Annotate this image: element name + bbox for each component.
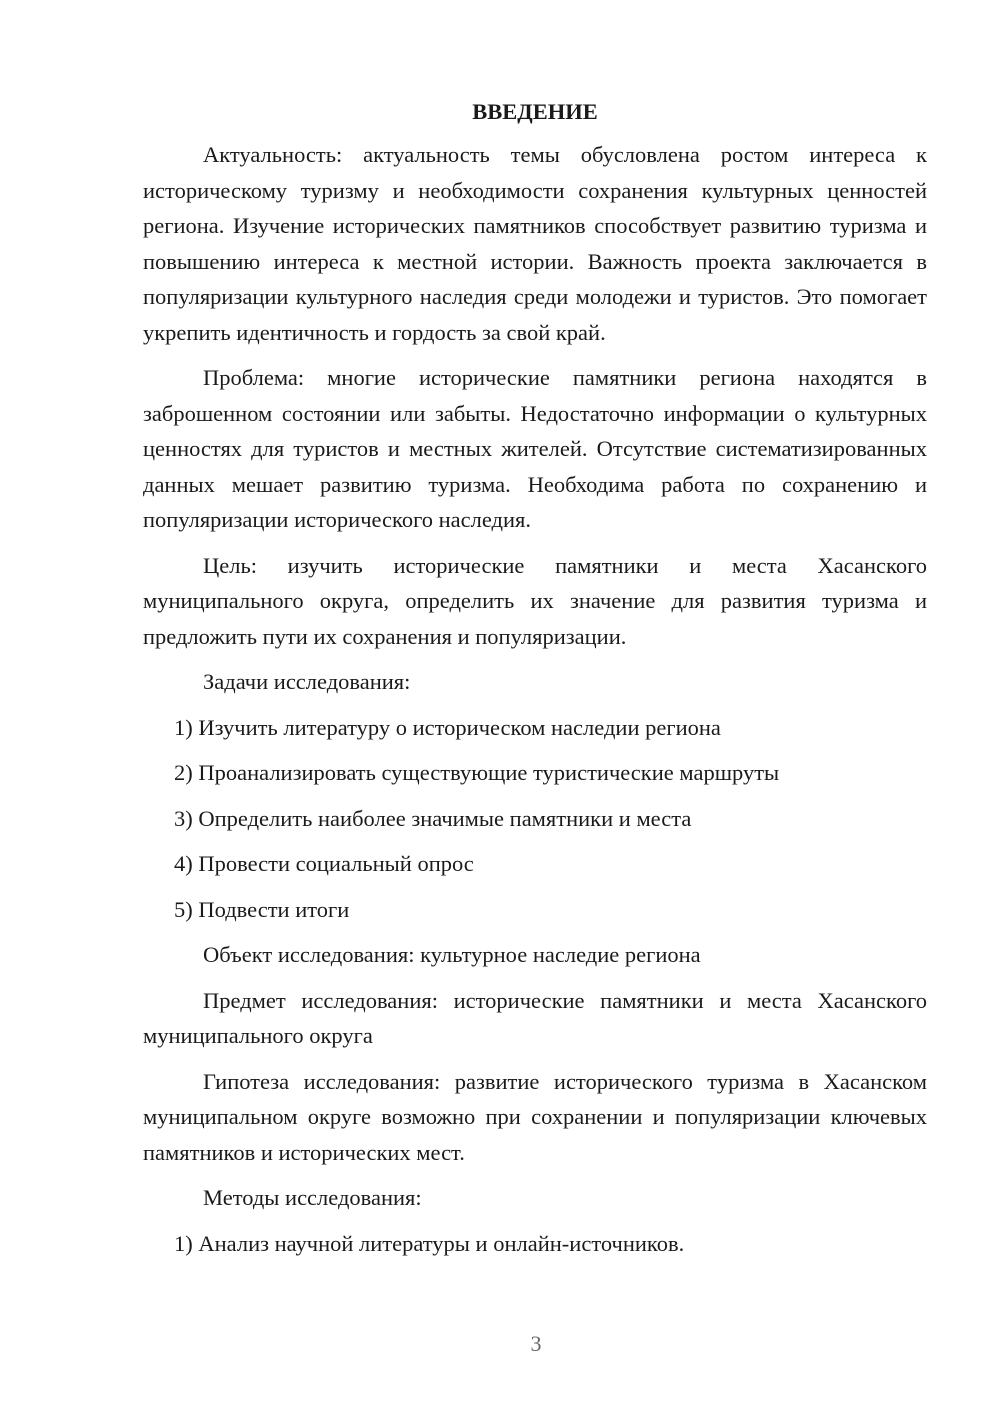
document-page: [143, 96, 927, 1271]
section-title: ВВЕДЕНИЕ: [472, 99, 598, 124]
list-item: 3) Определить наиболее значимые памятники и места: [174, 805, 692, 831]
list-item: 4) Провести социальный опрос: [174, 851, 474, 876]
paragraph-problem: Проблема: многие исторические памятники региона находятся в заброшенном состоянии или забыты. Недостаточно информации о культурных ценностях для туристов и местных жителей. Отсутствие систематизированных данных мешает развитию туризма. Необходима работа по сохранению и популяризации исторического наследия.: [143, 365, 927, 532]
list-item: 2) Проанализировать существующие туристические маршруты: [174, 760, 780, 785]
paragraph-object: Объект исследования: культурное наследие региона: [203, 942, 701, 967]
list-item: 5) Подвести итоги: [174, 896, 350, 922]
paragraph-goal: Цель: изучить исторические памятники и места Хасанского муниципального округа, определить их значение для развития туризма и предложить пути их сохранения и популяризации.: [143, 552, 927, 649]
paragraph-relevance: Актуальность: актуальность темы обусловлена ростом интереса к историческому туризму и необходимости сохранения культурных ценностей региона. Изучение исторических памятников способствует развитию туризма и повышению интереса к местной истории. Важность проекта заключается в популяризации культурного наследия среди молодежи и туристов. Это помогает укрепить идентичность и гордость за свой край.: [143, 142, 927, 345]
paragraph-subject: Предмет исследования: исторические памятники и места Хасанского муниципального округа: [143, 987, 927, 1048]
list-item: 1) Изучить литературу о историческом наследии региона: [174, 714, 721, 740]
paragraph-hypothesis: Гипотеза исследования: развитие исторического туризма в Хасанском муниципальном округе возможно при сохранении и популяризации ключевых памятников и исторических мест.: [143, 1068, 927, 1165]
tasks-heading: Задачи исследования:: [203, 669, 411, 694]
methods-heading: Методы исследования:: [203, 1185, 422, 1210]
tasks-list: [143, 710, 927, 928]
page-number: 3: [530, 1331, 542, 1356]
methods-list: [143, 1226, 927, 1262]
list-item: 1) Анализ научной литературы и онлайн-источников.: [174, 1230, 685, 1256]
